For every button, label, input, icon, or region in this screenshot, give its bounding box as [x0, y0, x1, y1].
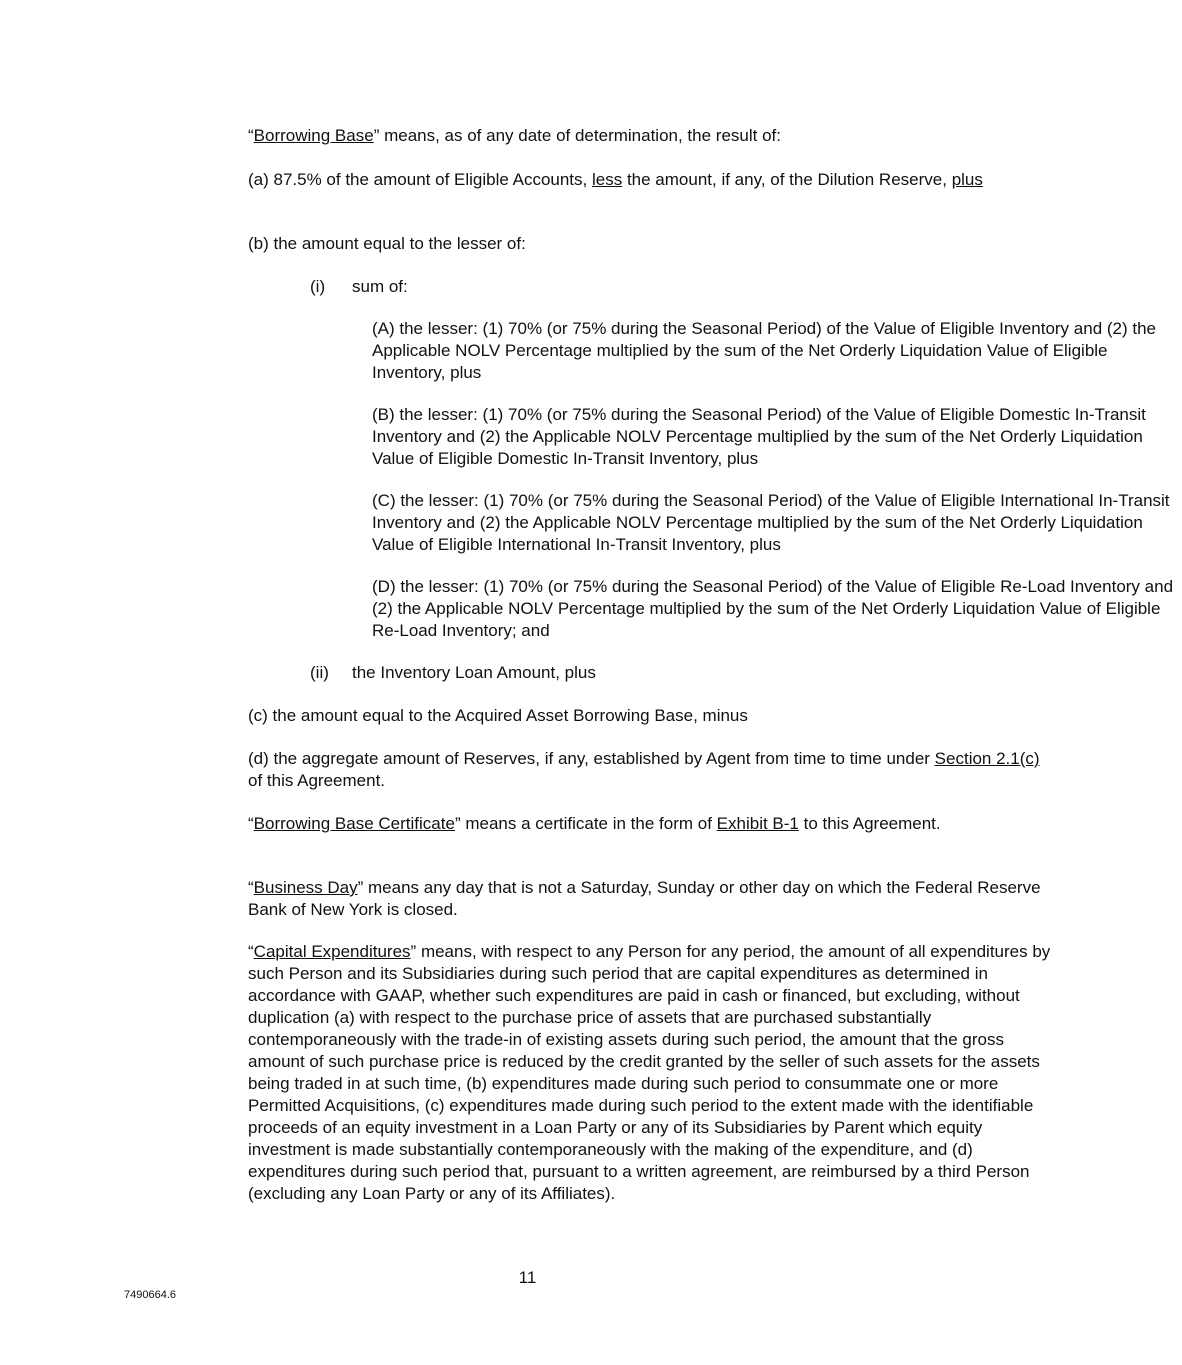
- open-quote: “: [248, 942, 254, 961]
- close-quote: ”: [454, 814, 461, 833]
- clause-C: [124, 490, 1182, 556]
- clause-c: [124, 705, 1058, 727]
- open-quote: “: [248, 126, 254, 145]
- definition-text: means, as of any date of determination, the result of:: [379, 126, 781, 145]
- open-quote: “: [248, 878, 254, 897]
- close-quote: ”: [373, 126, 380, 145]
- clause-b-ii-marker: (ii): [310, 663, 329, 682]
- defined-term-borrowing-base-certificate: Borrowing Base Certificate: [253, 814, 455, 833]
- defined-term-borrowing-base: Borrowing Base: [253, 126, 374, 145]
- definition-text-2: to this Agreement.: [798, 814, 941, 833]
- clause-C-text: (C) the lesser: (1) 70% (or 75% during the Seasonal Period) of the Value of Eligible International In-Transit Inventory and (2) the Applicable NOLV Percentage multiplied by the sum of the Net Orderly Liquidation Value of Eligible International In-Transit Inventory, plus: [372, 491, 1170, 554]
- page-number: 11: [518, 1268, 537, 1287]
- definition-borrowing-base: [124, 125, 1058, 147]
- definition-text: means, with respect to any Person for any period, the amount of all expenditures by such Person and its Subsidiaries during such period that are capital expenditures as determined in accordance with GAAP, whether such expenditures are paid in cash or financed, but excluding, without duplication (a) with respect to the purchase price of assets that are purchased substantially contemporaneously with the trade-in of existing assets during such period, the amount that the gross amount of such purchase price is reduced by the credit granted by the seller of such assets for the assets being traded in at such time, (b) expenditures made during such period to consummate one or more Permitted Acquisitions, (c) expenditures made during such period to the extent made with the identifiable proceeds of an equity investment in a Loan Party or any of its Subsidiaries by Parent which equity investment is made substantially contemporaneously with the making of the expenditure, and (d) expenditures during such period that, pursuant to a written agreement, are reimbursed by a third Person (excluding any Loan Party or any of its Affiliates).: [248, 942, 1051, 1203]
- definition-capital-expenditures: [124, 941, 1058, 1205]
- definition-text: means any day that is not a Saturday, Sunday or other day on which the Federal Reserve Bank of New York is closed.: [248, 878, 1041, 919]
- clause-a: [124, 169, 1058, 191]
- clause-b: [124, 233, 1058, 255]
- clause-c-text: (c) the amount equal to the Acquired Asset Borrowing Base, minus: [248, 706, 748, 725]
- clause-b-i-text: sum of:: [352, 277, 408, 296]
- clause-a-text: (a) 87.5% of the amount of Eligible Accounts,: [248, 170, 592, 189]
- clause-d: [124, 748, 1058, 792]
- defined-term-capital-expenditures: Capital Expenditures: [253, 942, 411, 961]
- clause-a-text-2: the amount, if any, of the Dilution Reserve,: [622, 170, 952, 189]
- document-id: 7490664.6: [124, 1289, 176, 1301]
- clause-B-text: (B) the lesser: (1) 70% (or 75% during the Seasonal Period) of the Value of Eligible Domestic In-Transit Inventory and (2) the Applicable NOLV Percentage multiplied by the sum of the Net Orderly Liquidation Value of Eligible Domestic In-Transit Inventory, plus: [372, 405, 1146, 468]
- clause-d-text: (d) the aggregate amount of Reserves, if any, established by Agent from time to time under: [248, 749, 935, 768]
- clause-d-text-2: of this Agreement.: [248, 771, 386, 790]
- clause-A: [124, 318, 1182, 384]
- definition-borrowing-base-certificate: [124, 813, 1058, 835]
- close-quote: ”: [357, 878, 364, 897]
- open-quote: “: [248, 814, 254, 833]
- clause-b-i-marker: (i): [310, 277, 326, 296]
- definition-text: means a certificate in the form of: [460, 814, 717, 833]
- definition-business-day: [124, 877, 1058, 921]
- exhibit-reference: Exhibit B-1: [716, 814, 799, 833]
- clause-a-less: less: [591, 170, 623, 189]
- clause-b-text: (b) the amount equal to the lesser of:: [248, 234, 526, 253]
- clause-b-ii-text: the Inventory Loan Amount, plus: [352, 663, 596, 682]
- clause-B: [124, 404, 1182, 470]
- clause-b-i: [124, 276, 1120, 298]
- defined-term-business-day: Business Day: [253, 878, 358, 897]
- clause-D-text: (D) the lesser: (1) 70% (or 75% during the Seasonal Period) of the Value of Eligible Re-Load Inventory and (2) the Applicable NOLV Percentage multiplied by the sum of the Net Orderly Liquidation Value of Eligible Re-Load Inventory; and: [372, 577, 1174, 640]
- close-quote: ”: [410, 942, 417, 961]
- clause-D: [124, 576, 1182, 642]
- clause-b-ii: [124, 662, 1120, 684]
- clause-A-text: (A) the lesser: (1) 70% (or 75% during the Seasonal Period) of the Value of Eligible Inventory and (2) the Applicable NOLV Percentage multiplied by the sum of the Net Orderly Liquidation Value of Eligible Inventory, plus: [372, 319, 1157, 382]
- clause-a-plus: plus: [951, 170, 983, 189]
- section-reference: Section 2.1(c): [934, 749, 1040, 768]
